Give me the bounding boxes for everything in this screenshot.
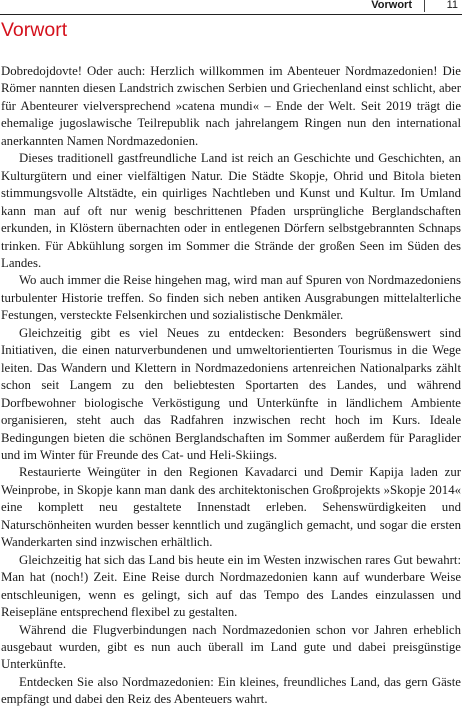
running-header [0, 0, 462, 13]
paragraph: Gleichzeitig hat sich das Land bis heute ein im Westen inzwischen rares Gut bewahrt: Man hat (noch!) Zeit. Eine Reise durch Nordmazedonien kann auf wunderbare Weise entschleunigen, wenn es gelingt, sich auf das Tempo des Landes einzulassen und Reisepläne entsprechend flexibel zu gestalten. [1, 552, 461, 620]
paragraph: Während die Flugverbindungen nach Nordmazedonien schon vor Jahren erheblich ausgebaut wurden, gibt es nun auch überall im Land gute und dabei preisgünstige Unterkünfte. [1, 622, 461, 672]
page-title: Vorwort [1, 19, 68, 41]
paragraph: Dobredojdovte! Oder auch: Herzlich willkommen im Abenteuer Nordmazedonien! Die Römer nannten diesen Landstrich zwischen Serbien und Griechenland einst schlicht, aber für Abenteurer vielversprechend »catena mundi« – Ende der Welt. Seit 2019 trägt die ehemalige jugoslawische Teilrepublik nach jahrelangem Ringen nun den international anerkannten Namen Nordmazedonien. [1, 64, 461, 148]
header-rule [0, 14, 462, 15]
body-text [1, 63, 461, 709]
paragraph: Dieses traditionell gastfreundliche Land ist reich an Geschichte und Geschichten, an Kulturgütern und einer vielfältigen Natur. Die Städte Skopje, Ohrid und Bitola bieten stimmungsvolle Altstädte, ein quirliges Nachtleben und Kunst und Kultur. Im Umland kann man auf oft nur wenig beschrittenen Pfaden ursprüngliche Berglandschaften erkunden, in Klöstern übernachten oder in entlegenen Dörfern selbstgebrannten Schnaps trinken. Für Abkühlung sorgen im Sommer die Strände der großen Seen im Süden des Landes. [1, 151, 461, 270]
paragraph: Wo auch immer die Reise hingehen mag, wird man auf Spuren von Nordmazedoniens turbulenter Historie treffen. So finden sich neben antiken Ausgrabungen mittelalterliche Festungen, versteckte Felsenkirchen und sozialistische Denkmäler. [1, 273, 461, 323]
paragraph: Gleichzeitig gibt es viel Neues zu entdecken: Besonders begrüßenswert sind Initiativen, die einen naturverbundenen und umweltorientierten Tourismus in die Wege leiten. Das Wandern und Klettern in Nordmazedoniens artenreichen Nationalparks zählt schon seit Langem zu den beliebtesten Sportarten des Landes, und während Dorfbewohner biologische Verköstigung und Unterkünfte in ländlichem Ambiente organisieren, steht auch das Radfahren inzwischen recht hoch im Kurs. Ideale Bedingungen bieten die schönen Berglandschaften im Sommer außerdem für Paraglider und im Winter für Freunde des Cat- und Heli-Skiings. [1, 325, 461, 462]
header-divider [424, 0, 425, 12]
paragraph: Entdecken Sie also Nordmazedonien: Ein kleines, freundliches Land, das gern Gäste empfängt und dabei den Reiz des Abenteuers wahrt. [1, 674, 461, 707]
paragraph: Restaurierte Weingüter in den Regionen Kavadarci und Demir Kapija laden zur Weinprobe, in Skopje kann man dank des architektonischen Großprojekts »Skopje 2014« eine komplett neu gestaltete Innenstadt erleben. Sehenswürdigkeiten und Naturschönheiten wurden besser kenntlich und zugänglich gemacht, und sogar die ersten Wanderkarten sind inzwischen erhältlich. [1, 465, 461, 550]
page-number: 11 [446, 0, 458, 11]
running-header-section: Vorwort [371, 0, 412, 11]
